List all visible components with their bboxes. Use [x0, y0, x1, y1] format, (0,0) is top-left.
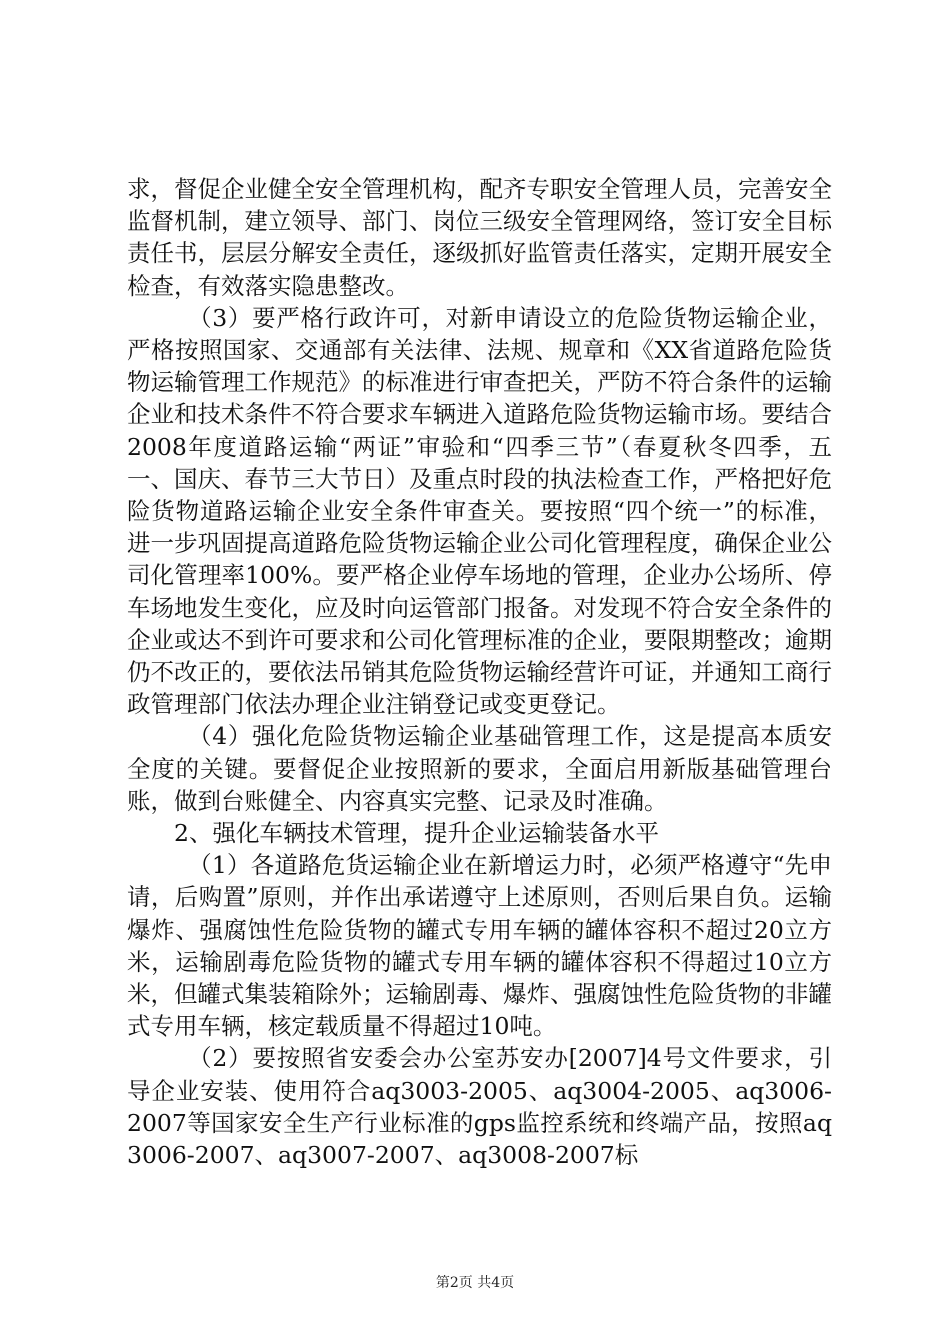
paragraph-item-1: （1）各道路危货运输企业在新增运力时，必须严格遵守“先申请，后购置”原则，并作出承诺遵守上述原则，否则后果自负。运输爆炸、强腐蚀性危险货物的罐式专用车辆的罐体容积不超过20立方米，运输剧毒危险货物的罐式专用车辆的罐体容积不得超过10立方米，但罐式集装箱除外；运输剧毒、爆炸、强腐蚀性危险货物的非罐式专用车辆，核定载质量不得超过10吨。 — [127, 851, 832, 1041]
document-body — [127, 173, 832, 1171]
page-footer: 第2页 共4页 — [435, 1275, 515, 1291]
paragraph-item-3: （3）要严格行政许可，对新申请设立的危险货物运输企业，严格按照国家、交通部有关法律、法规、规章和《XX省道路危险货物运输管理工作规范》的标准进行审查把关，严防不符合条件的运输企业和技术条件不符合要求车辆进入道路危险货物运输市场。要结合2008年度道路运输“两证”审验和“四季三节”（春夏秋冬四季，五一、国庆、春节三大节日）及重点时段的执法检查工作，严格把好危险货物道路运输企业安全条件审查关。要按照“四个统一”的标准，进一步巩固提高道路危险货物运输企业公司化管理程度，确保企业公司化管理率100%。要严格企业停车场地的管理，企业办公场所、停车场地发生变化，应及时向运管部门报备。对发现不符合安全条件的企业或达不到许可要求和公司化管理标准的企业，要限期整改；逾期仍不改正的，要依法吊销其危险货物运输经营许可证，并通知工商行政管理部门依法办理企业注销登记或变更登记。 — [127, 303, 832, 719]
section-heading-2: 2、强化车辆技术管理，提升企业运输装备水平 — [174, 819, 659, 848]
paragraph-item-2: （2）要按照省安委会办公室苏安办[2007]4号文件要求，引导企业安装、使用符合aq3003-2005、aq3004-2005、aq3006-2007等国家安全生产行业标准的gps监控系统和终端产品，按照aq3006-2007、aq3007-2007、aq3008-2007标 — [127, 1044, 832, 1170]
paragraph-continuation: 求，督促企业健全安全管理机构，配齐专职安全管理人员，完善安全监督机制，建立领导、部门、岗位三级安全管理网络，签订安全目标责任书，层层分解安全责任，逐级抓好监管责任落实，定期开展安全检查，有效落实隐患整改。 — [127, 175, 832, 300]
paragraph-item-4: （4）强化危险货物运输企业基础管理工作，这是提高本质安全度的关键。要督促企业按照新的要求，全面启用新版基础管理台账，做到台账健全、内容真实完整、记录及时准确。 — [127, 722, 832, 815]
